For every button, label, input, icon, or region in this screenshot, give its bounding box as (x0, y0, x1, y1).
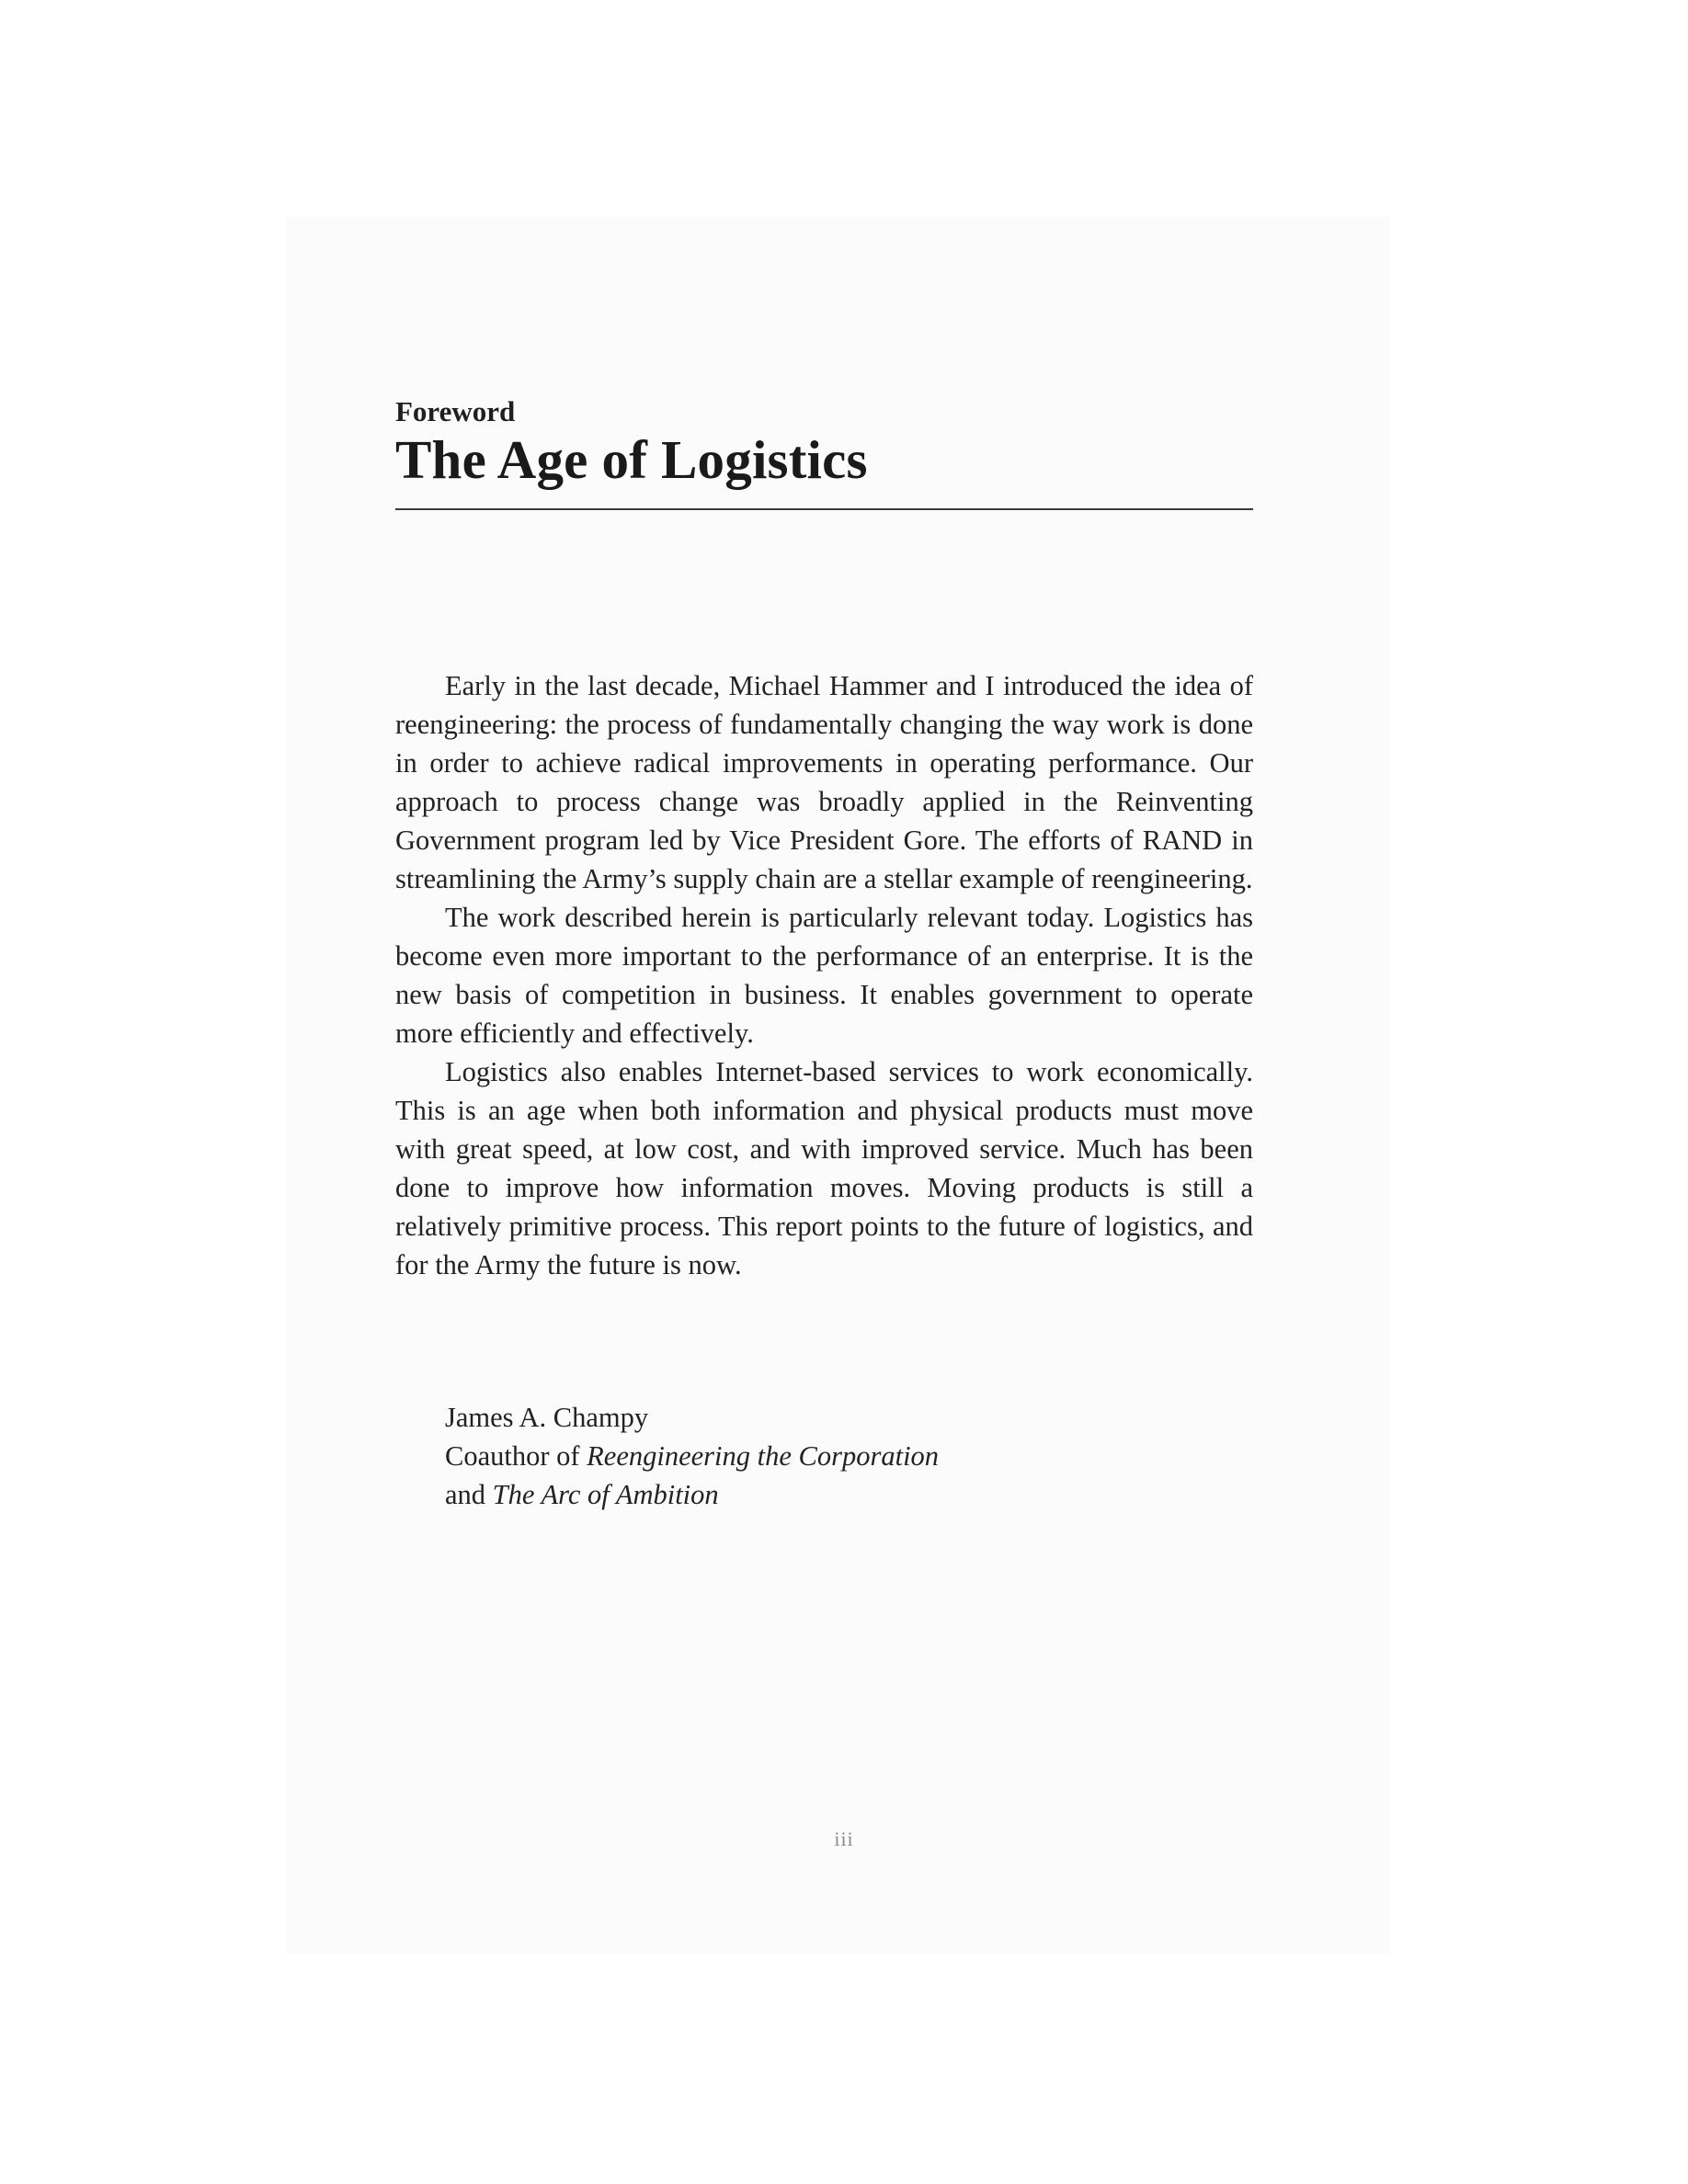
title-divider (395, 508, 1253, 510)
paragraph-2: The work described herein is particularly relevant today. Logistics has become even more important to the performance of an enterprise. It is the new basis of competition in business. It enables government to operate more efficiently and effectively. (395, 902, 1253, 1049)
page-title: The Age of Logistics (395, 429, 868, 490)
author-credit-line-2 (445, 1475, 939, 1514)
page-number: iii (834, 1827, 854, 1850)
credit-prefix: Coauthor of (445, 1440, 587, 1472)
author-credit-line-1 (445, 1437, 939, 1475)
paragraph-1: Early in the last decade, Michael Hammer and I introduced the idea of reengineering: the process of fundamentally changing the way work is done in order to achieve radical improvements in operating performance. Our approach to process change was broadly applied in the Reinventing Government program led by Vice President Gore. The efforts of RAND in streamlining the Army’s supply chain are a stellar example of reengineering. (395, 670, 1253, 894)
book-title-2: The Arc of Ambition (492, 1479, 719, 1510)
credit-prefix: and (445, 1479, 493, 1510)
author-name: James A. Champy (445, 1402, 649, 1433)
foreword-body (395, 666, 1253, 1284)
paragraph-3: Logistics also enables Internet-based services to work economically. This is an age when both information and physical products must move with great speed, at low cost, and with improved service. Much has been done to improve how information moves. Moving products is still a relatively primitive process. This report points to the future of logistics, and for the Army the future is now. (395, 1056, 1253, 1280)
signature-block (445, 1398, 939, 1514)
section-label: Foreword (395, 395, 516, 427)
book-title-1: Reengineering the Corporation (587, 1440, 940, 1472)
